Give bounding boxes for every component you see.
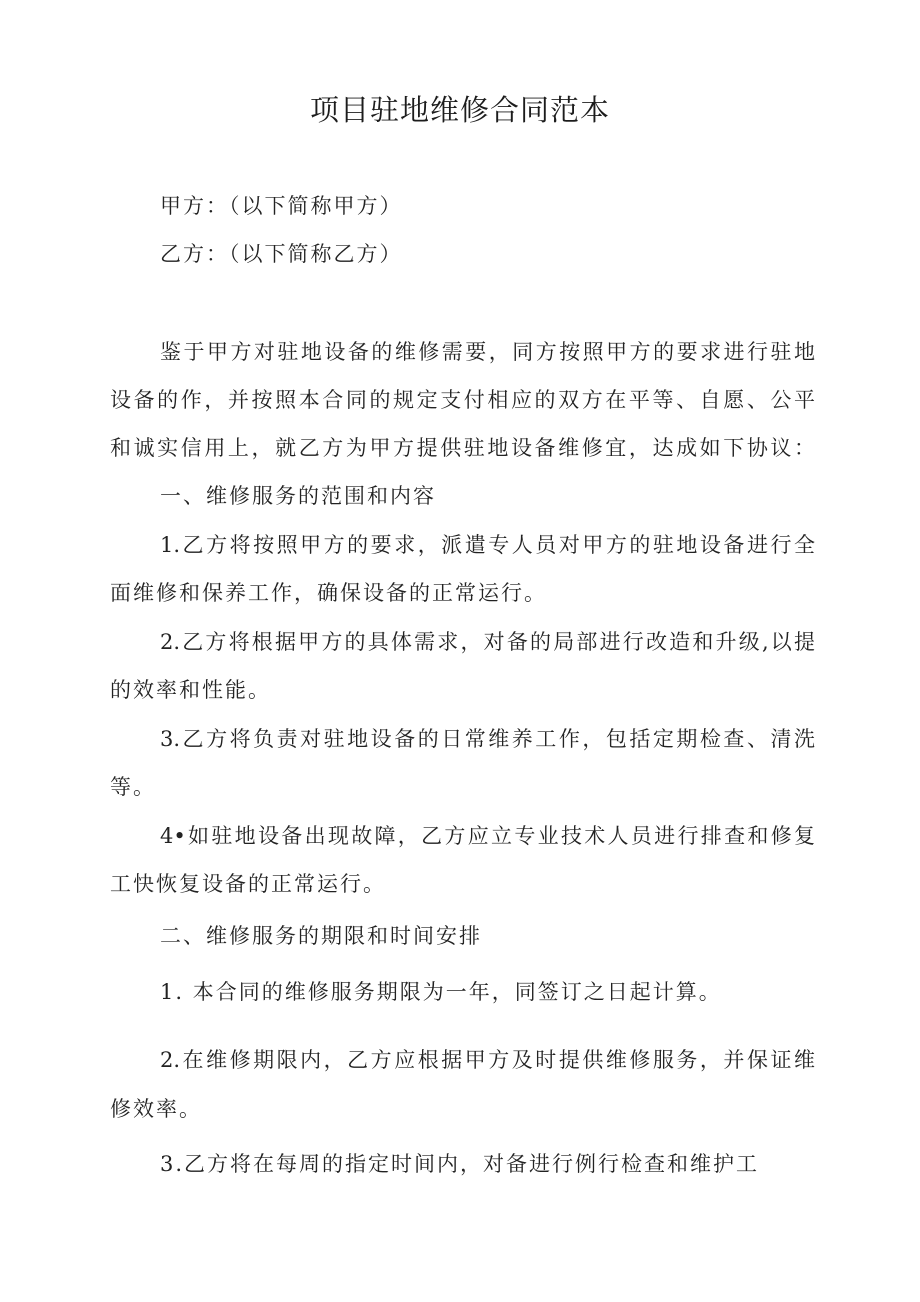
s1-item1-line-1: 1.乙方将按照甲方的要求，派遣专人员对甲方的驻地设备进行全: [160, 533, 815, 557]
s1-item1-line-2: 面维修和保养工作，确保设备的正常运行。: [110, 581, 547, 605]
party-a-line: 甲方：（以下简称甲方）: [160, 194, 403, 218]
s1-item3-line-2: 等。: [110, 775, 156, 799]
preamble-line-1: 鉴于甲方对驻地设备的维修需要，同方按照甲方的要求进行驻地: [160, 340, 815, 364]
preamble-line-2: 设备的作，并按照本合同的规定支付相应的双方在平等、自愿、公平: [110, 388, 815, 412]
s1-item2-line-2: 的效率和性能。: [110, 678, 271, 702]
s1-item3-line-1: 3.乙方将负责对驻地设备的日常维养工作，包括定期检查、清洗: [160, 727, 815, 751]
s1-item4-line-1: 4•如驻地设备出现故障，乙方应立专业技术人员进行排查和修复: [160, 824, 815, 848]
s1-item2-line-1: 2.乙方将根据甲方的具体需求，对备的局部进行改造和升级,以提: [160, 630, 815, 654]
s2-item2-line-1: 2.在维修期限内，乙方应根据甲方及时提供维修服务，并保证维: [160, 1048, 815, 1072]
section1-heading: 一、维修服务的范围和内容: [160, 484, 436, 508]
section2-heading: 二、维修服务的期限和时间安排: [160, 924, 482, 948]
s2-item3-line: 3.乙方将在每周的指定时间内，对备进行例行检查和维护工: [160, 1152, 760, 1176]
party-b-line: 乙方：（以下简称乙方）: [160, 242, 403, 266]
preamble-line-3: 和诚实信用上，就乙方为甲方提供驻地设备维修宜，达成如下协议：: [110, 436, 815, 460]
s1-item4-line-2: 工快恢复设备的正常运行。: [110, 872, 386, 896]
document-title: 项目驻地维修合同范本: [309, 93, 610, 127]
s2-item1-line: 1. 本合同的维修服务期限为一年，同签订之日起计算。: [160, 980, 722, 1004]
s2-item2-line-2: 修效率。: [110, 1097, 202, 1121]
